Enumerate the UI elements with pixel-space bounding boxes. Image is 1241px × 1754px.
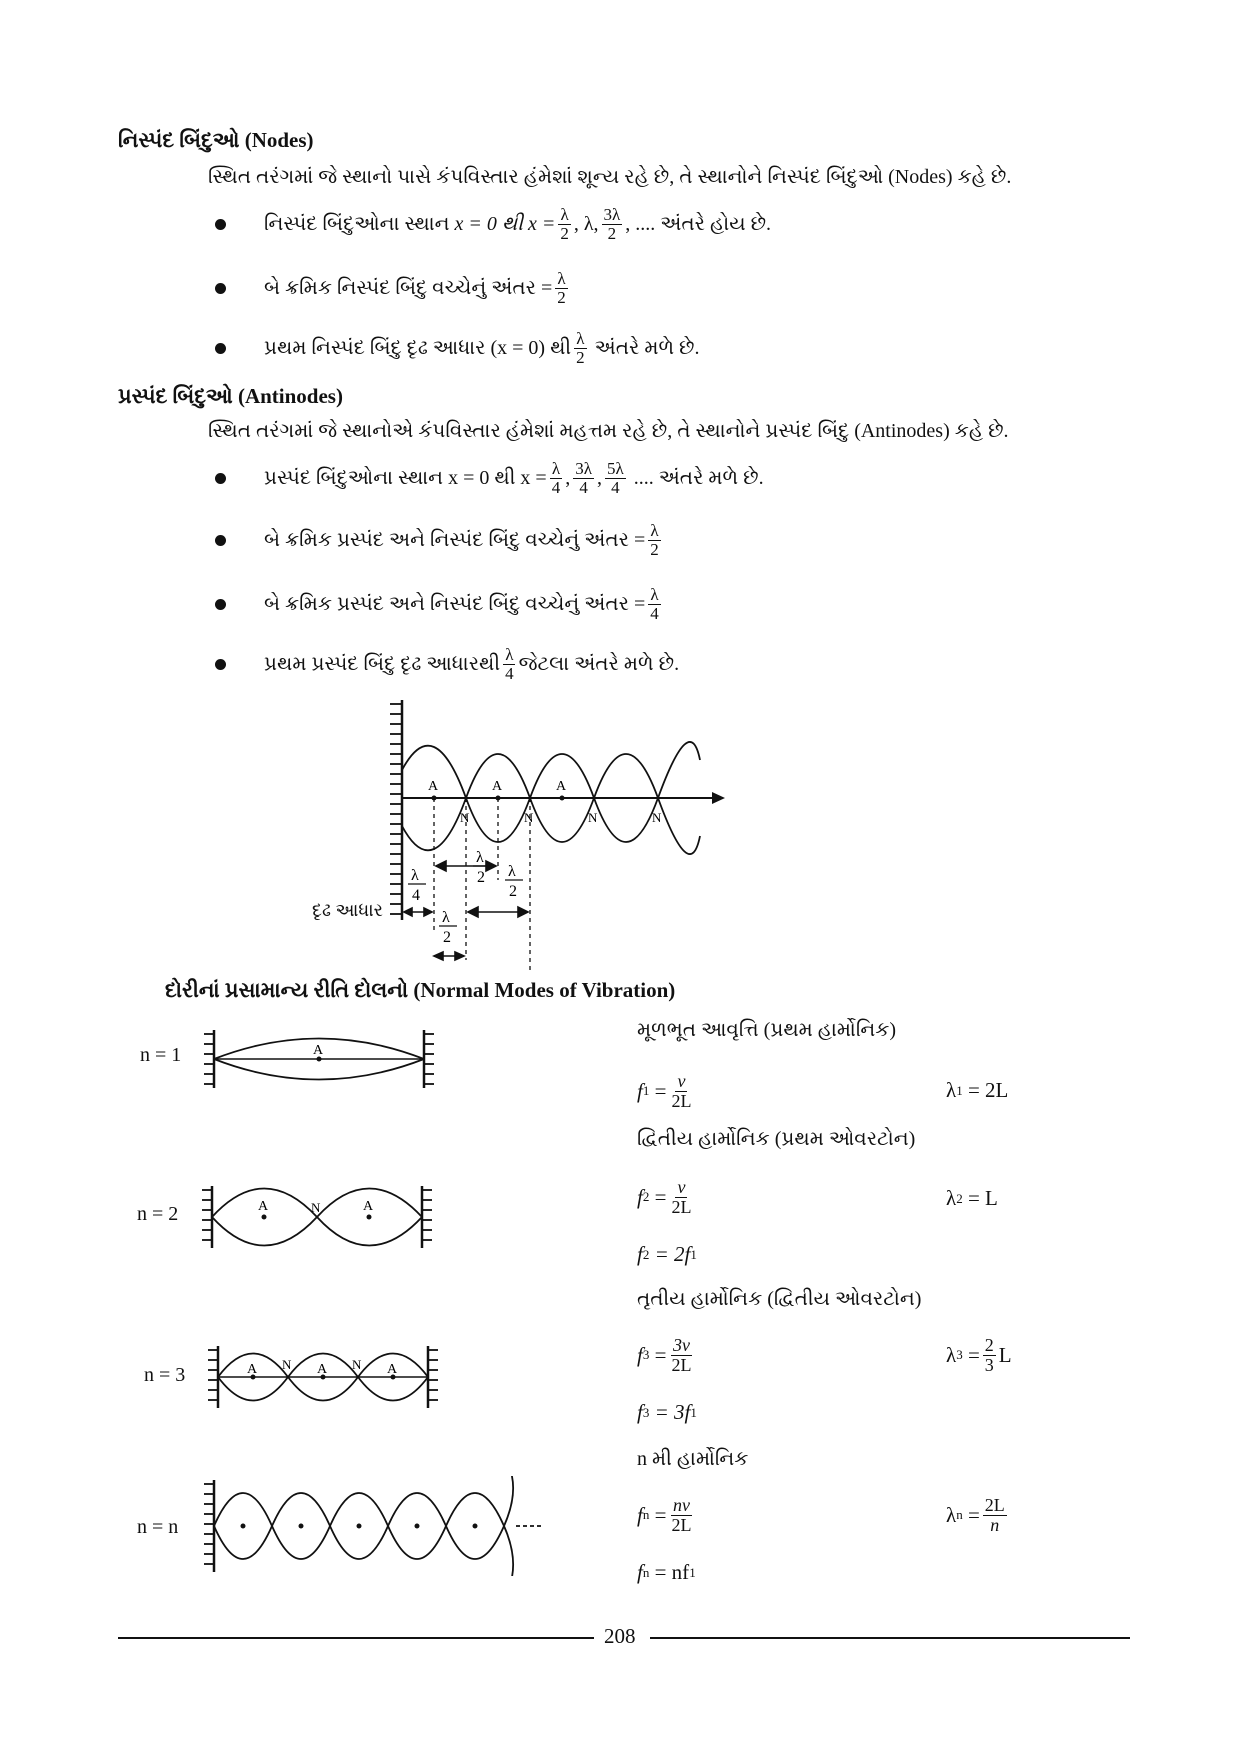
node-label: N <box>460 810 470 825</box>
moden-frequency: f n = $\frac{nv}{2L}$ <box>637 1495 692 1535</box>
antinodes-definition: સ્થિત તરંગમાં જે સ્થાનોએ કંપવિસ્તાર હંમેશાં મહત્તમ રહે છે, તે સ્થાનોને પ્રસ્પંદ બિંદુ (Antinodes) કહે છે. <box>208 420 1009 442</box>
node-label: N <box>588 810 598 825</box>
node-label: N <box>352 1357 362 1372</box>
bullet-icon <box>215 473 226 484</box>
fixed-support-label: દૃઢ આધાર <box>312 900 383 920</box>
fraction: $\frac{\lambda}{4}$ <box>650 585 659 623</box>
fraction: $\frac{\lambda}{2}$ <box>650 521 659 559</box>
bullet-text: બે ક્રમિક પ્રસ્પંદ અને નિસ્પંદ બિંદુ વચ્ચેનું અંતર = <box>264 592 646 615</box>
fraction: $\frac{3\lambda}{2}$ <box>603 205 621 243</box>
fraction: $\frac{\lambda}{4}$ <box>505 645 514 683</box>
mode-label-n2: n = 2 <box>137 1203 179 1225</box>
bullet-text: પ્રસ્પંદ બિંદુઓના સ્થાન x = 0 થી x = <box>264 466 547 489</box>
mode-diagram-n1 <box>196 1025 446 1095</box>
mode1-title: મૂળભૂત આવૃત્તિ (પ્રથમ હાર્મોનિક) <box>637 1019 897 1041</box>
fraction: $\frac{\lambda}{2}$ <box>557 269 566 307</box>
bullet-text: પ્રથમ પ્રસ્પંદ બિંદુ દૃઢ આધારથી <box>264 652 501 675</box>
fraction: $\frac{3\lambda}{4}$ <box>575 459 592 497</box>
antinodes-bullet-1: પ્રસ્પંદ બિંદુઓના સ્થાન x = 0 થી x = $\frac{\lambda}{4}$ , $\frac{3\lambda}{4}$ , $\frac{5\lambda}{4}$ .... અંતરે મળે છે. <box>215 460 764 497</box>
node-label: N <box>282 1357 292 1372</box>
bullet-text: નિસ્પંદ બિંદુઓના સ્થાન <box>264 212 450 235</box>
bullet-text-post: જેટલા અંતરે મળે છે. <box>518 652 680 675</box>
node-label: N <box>524 810 534 825</box>
bullet-text-sep: , λ, <box>573 212 599 235</box>
dim-label: λ <box>411 867 419 884</box>
dim-label: λ <box>508 863 516 880</box>
fraction: $\frac{\lambda}{2}$ <box>560 205 569 243</box>
footer-rule-left <box>118 1637 594 1639</box>
antinodes-bullet-2 <box>215 522 664 559</box>
nodes-definition: સ્થિત તરંગમાં જે સ્થાનો પાસે કંપવિસ્તાર હંમેશાં શૂન્ય રહે છે, તે સ્થાનોને નિસ્પંદ બિંદુઓ (Nodes) કહે છે. <box>208 166 1012 188</box>
mode1-wavelength: λ 1 = 2L <box>946 1078 1009 1102</box>
footer-rule-right <box>650 1637 1130 1639</box>
bullet-icon <box>215 535 226 546</box>
antinode-label: A <box>363 1199 374 1214</box>
bullet-text-post: અંતરે મળે છે. <box>594 336 700 359</box>
page-number: 208 <box>604 1624 636 1648</box>
mode-diagram-n2 <box>196 1180 446 1256</box>
modes-heading: દોરીનાં પ્રસામાન્ય રીતિ દોલનો (Normal Modes of Vibration) <box>165 978 676 1002</box>
fraction: $\frac{\lambda}{2}$ <box>576 329 585 367</box>
mode2-frequency: f 2 = $\frac{v}{2L}$ <box>637 1177 692 1217</box>
mode-label-n1: n = 1 <box>140 1044 182 1066</box>
mode-diagram-nn <box>196 1476 546 1576</box>
node-label: N <box>311 1200 321 1215</box>
antinodes-heading: પ્રસ્પંદ બિંદુઓ (Antinodes) <box>118 384 343 408</box>
nodes-heading: નિસ્પંદ બિંદુઓ (Nodes) <box>118 128 314 152</box>
fraction: $\frac{\lambda}{4}$ <box>551 459 561 497</box>
standing-wave-diagram <box>290 690 750 980</box>
moden-wavelength: λ n = $\frac{2L}{n}$ <box>946 1495 1005 1535</box>
nodes-bullet-1 <box>215 206 771 243</box>
bullet-icon <box>215 599 226 610</box>
bullet-text: બે ક્રમિક નિસ્પંદ બિંદુ વચ્ચેનું અંતર = <box>264 276 553 299</box>
mode1-frequency: f 1 = $\frac{v}{2L}$ <box>637 1071 692 1111</box>
bullet-icon <box>215 343 226 354</box>
bullet-icon <box>215 659 226 670</box>
nodes-bullet-2 <box>215 270 571 307</box>
antinode-label: A <box>387 1362 398 1377</box>
mode-diagram-n3 <box>196 1340 446 1416</box>
dim-label: 2 <box>509 883 517 900</box>
bullet-text-range: x = 0 થી x = <box>454 212 556 235</box>
mode3-frequency: f 3 = $\frac{3v}{2L}$ <box>637 1335 692 1375</box>
bullet-text: પ્રથમ નિસ્પંદ બિંદુ દૃઢ આધાર (x = 0) થી <box>264 336 572 359</box>
mode2-title: દ્વિતીય હાર્મોનિક (પ્રથમ ઓવરટોન) <box>637 1128 916 1150</box>
mode3-title: તૃતીય હાર્મોનિક (દ્વિતીય ઓવરટોન) <box>637 1288 922 1310</box>
antinode-label: A <box>317 1362 328 1377</box>
mode-label-nn: n = n <box>137 1516 179 1538</box>
node-label: N <box>652 810 662 825</box>
antinodes-bullet-4 <box>215 646 679 683</box>
antinode-label: A <box>492 779 503 794</box>
moden-relation: f n = nf 1 <box>637 1560 696 1584</box>
antinode-label: A <box>247 1362 258 1377</box>
bullet-icon <box>215 283 226 294</box>
dim-label: 4 <box>412 887 420 904</box>
dim-label: λ <box>476 849 484 866</box>
antinode-label: A <box>556 779 567 794</box>
antinodes-bullet-3 <box>215 586 664 623</box>
antinode-label: A <box>428 779 439 794</box>
mode2-relation: f 2 = 2f 1 <box>637 1242 697 1266</box>
mode3-wavelength: λ 3 = $\frac{2}{3}$ L <box>946 1335 1012 1375</box>
antinode-label: A <box>313 1043 324 1058</box>
dim-label: 2 <box>477 869 485 886</box>
bullet-text-post: .... અંતરે મળે છે. <box>633 466 764 489</box>
mode2-wavelength: λ 2 = L <box>946 1186 998 1210</box>
mode3-relation: f 3 = 3f 1 <box>637 1400 697 1424</box>
bullet-text-post: , .... અંતરે હોય છે. <box>625 212 772 235</box>
antinode-label: A <box>258 1199 269 1214</box>
axis-arrow-icon <box>712 792 725 804</box>
bullet-text: બે ક્રમિક પ્રસ્પંદ અને નિસ્પંદ બિંદુ વચ્ચેનું અંતર = <box>264 528 646 551</box>
wall-hatch <box>390 704 402 914</box>
fraction: $\frac{5\lambda}{4}$ <box>606 459 624 497</box>
dim-label: λ <box>442 909 450 926</box>
mode-label-n3: n = 3 <box>144 1364 186 1386</box>
bullet-icon <box>215 219 226 230</box>
nodes-bullet-3 <box>215 330 700 367</box>
moden-title: n મી હાર્મોનિક <box>637 1448 749 1470</box>
dim-label: 2 <box>443 929 451 946</box>
